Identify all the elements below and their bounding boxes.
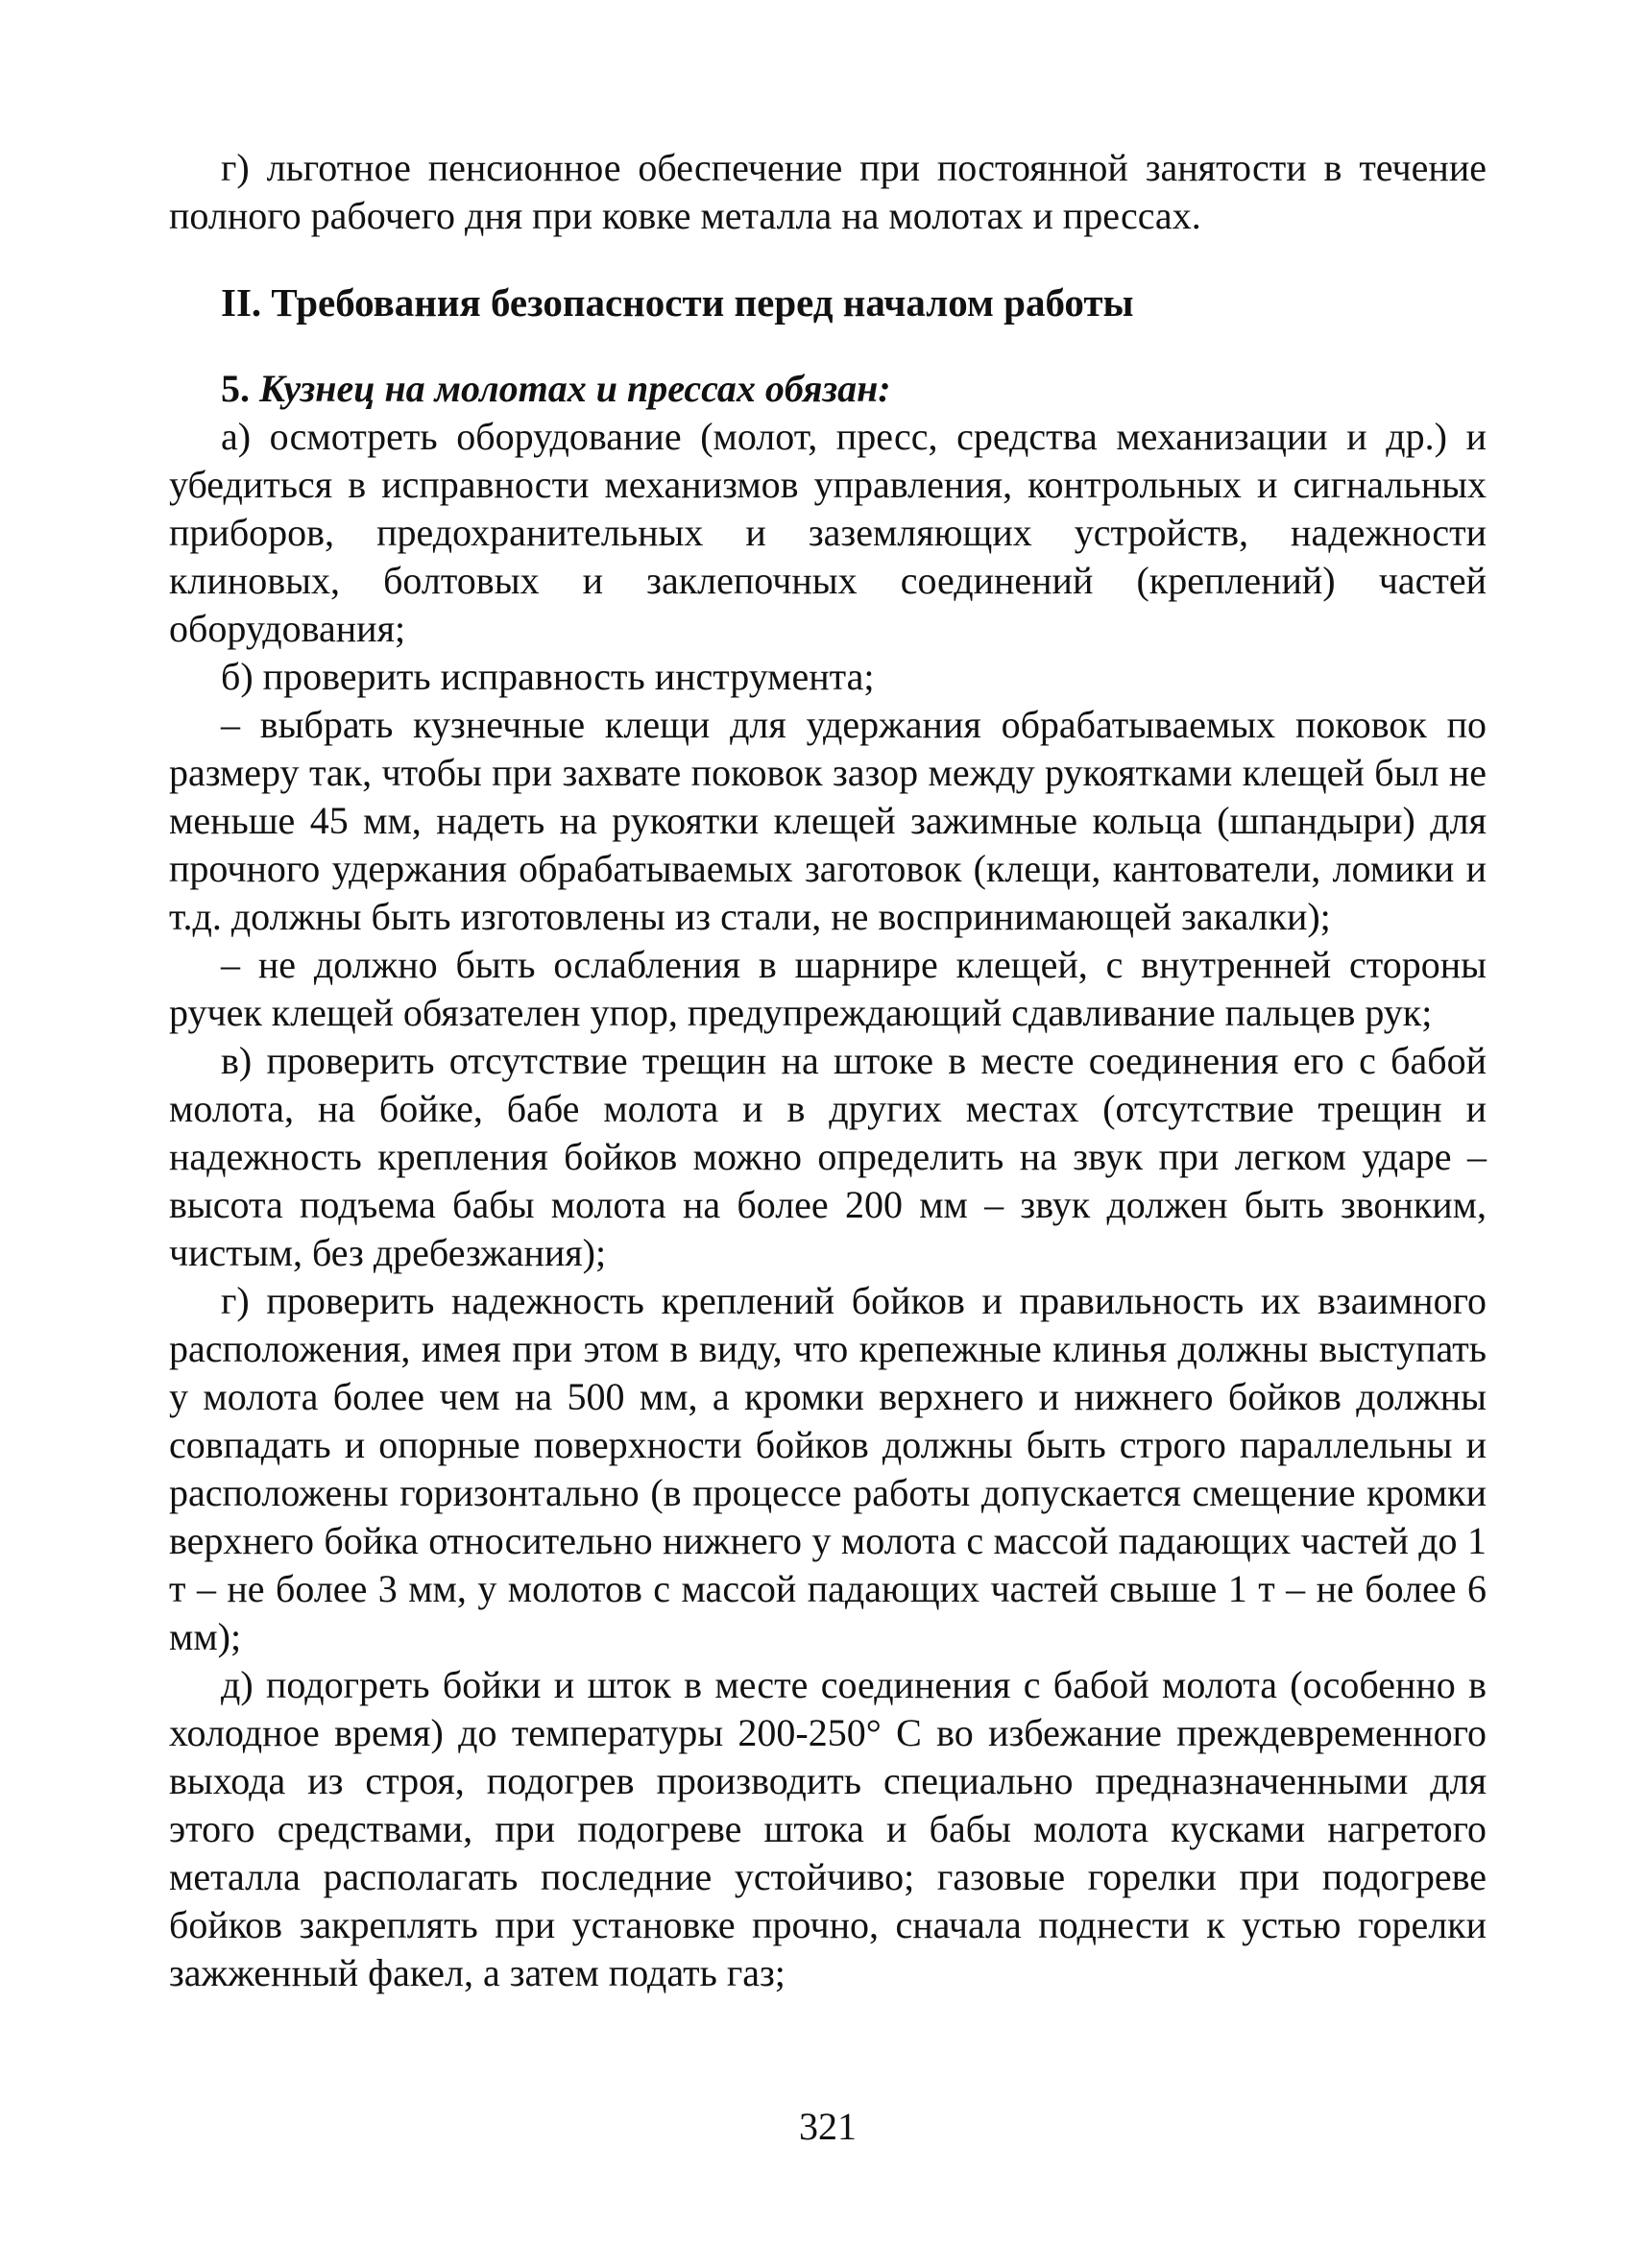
- list-item: д) подогреть бойки и шток в месте соединения с бабой молота (особенно в холодное время) до температуры 200-250° С во избежание преждевременного выхода из строя, подогрев производить специально предназначенными для этого средствами, при подогреве штока и бабы молота кусками нагретого металла располагать последние устойчиво; газовые горелки при подогреве бойков закреплять при установке прочно, сначала поднести к устью горелки зажженный факел, а затем подать газ;: [169, 1663, 1487, 1994]
- page-number: 321: [799, 2105, 857, 2148]
- list-item: – выбрать кузнечные клещи для удержания обрабатываемых поковок по размеру так, чтобы при захвате поковок зазор между рукоятками клещей был не меньше 45 мм, надеть на рукоятки клещей зажимные кольца (шпандыри) для прочного удержания обрабатываемых заготовок (клещи, кантователи, ломики и т.д. должны быть изготовлены из стали, не воспринимающей закалки);: [169, 703, 1487, 938]
- clause-title: [169, 365, 1487, 413]
- section-heading: II. Требования безопасности перед началом работы: [221, 280, 1134, 325]
- list-item: – не должно быть ослабления в шарнире клещей, с внутренней стороны ручек клещей обязателен упор, предупреждающий сдавливание пальцев рук;: [169, 943, 1487, 1034]
- document-body: [169, 144, 1487, 1997]
- list-item: б) проверить исправность инструмента;: [221, 655, 875, 698]
- clause-title-text: Кузнец на молотах и прессах обязан:: [259, 367, 891, 410]
- list-item: г) проверить надежность креплений бойков и правильность их взаимного расположения, имея при этом в виду, что крепежные клинья должны выступать у молота более чем на 500 мм, а кромки верхнего и нижнего бойков должны совпадать и опорные поверхности бойков должны быть строго параллельны и расположены горизонтально (в процессе работы допускается смещение кромки верхнего бойка относительно нижнего у молота с массой падающих частей до 1 т – не более 3 мм, у молотов с массой падающих частей свыше 1 т – не более 6 мм);: [169, 1279, 1487, 1658]
- paragraph-pension: г) льготное пенсионное обеспечение при постоянной занятости в течение полного рабочего дня при ковке металла на молотах и прессах.: [169, 146, 1487, 237]
- document-page: [169, 144, 1487, 2199]
- list-item: а) осмотреть оборудование (молот, пресс, средства механизации и др.) и убедиться в исправности механизмов управления, контрольных и сигнальных приборов, предохранительных и заземляющих устройств, надежности клиновых, болтовых и заклепочных соединений (креплений) частей оборудования;: [169, 415, 1487, 650]
- list-item: в) проверить отсутствие трещин на штоке в месте соединения его с бабой молота, на бойке, бабе молота и в других местах (отсутствие трещин и надежность крепления бойков можно определить на звук при легком ударе – высота подъема бабы молота на более 200 мм – звук должен быть звонким, чистым, без дребезжания);: [169, 1039, 1487, 1274]
- clause-number: 5.: [221, 367, 250, 410]
